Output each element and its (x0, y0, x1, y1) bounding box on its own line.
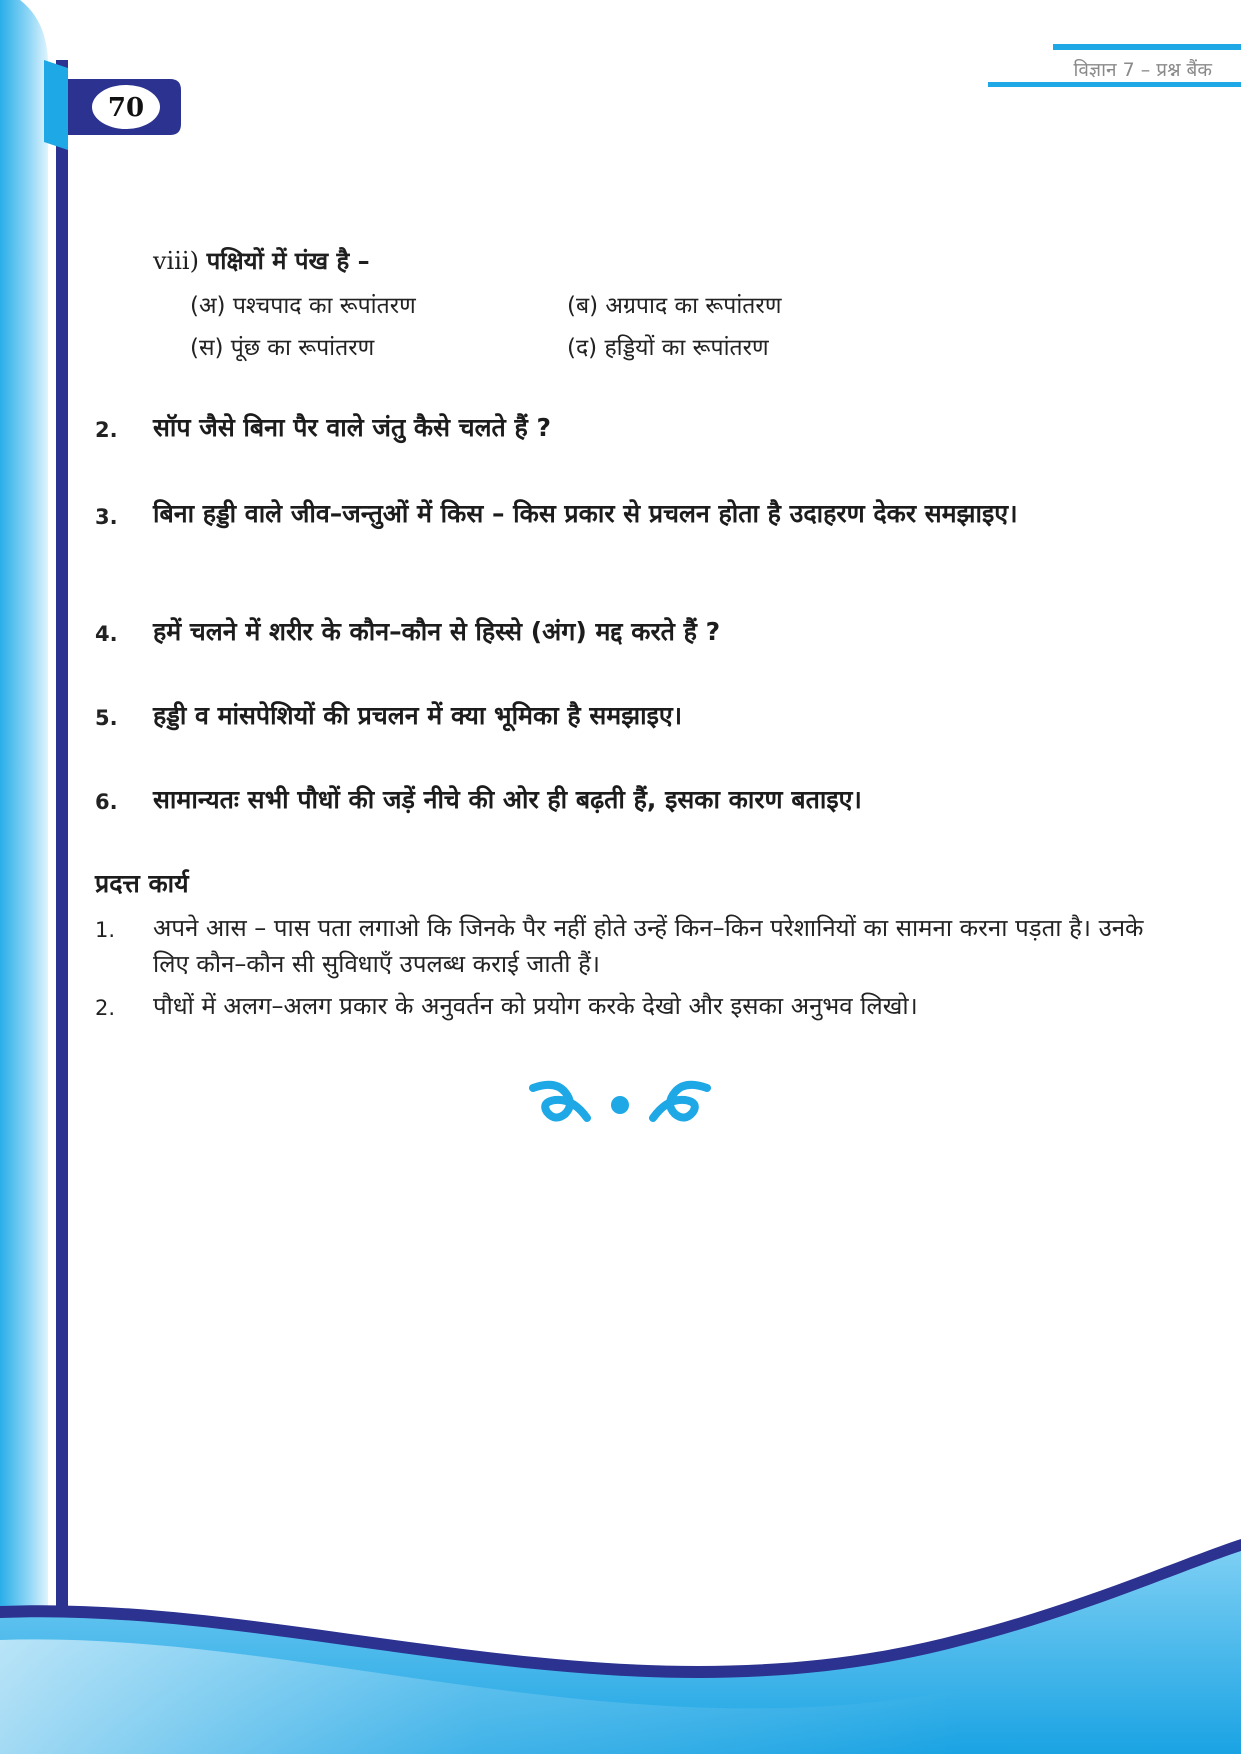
activity-text: अपने आस – पास पता लगाओ कि जिनके पैर नहीं होते उन्हें किन–किन परेशानियों का सामना करना पड़ता है। उनके लिए कौन–कौन सी सुविधाएँ उपलब्ध कराई जाती हैं। (153, 914, 1144, 978)
question-number: 4. (95, 622, 118, 646)
left-band (0, 0, 48, 1754)
question-text: हड्डी व मांसपेशियों की प्रचलन में क्या भूमिका है समझाइए। (153, 701, 683, 730)
option-d: (द) हड्डियों का रूपांतरण (567, 335, 769, 361)
option-b: (ब) अग्रपाद का रूपांतरण (567, 293, 782, 319)
ornament-divider (525, 1078, 715, 1126)
page-number: 70 (107, 93, 145, 123)
activity-number: 1. (95, 918, 116, 942)
header-title: विज्ञान 7 – प्रश्न बैंक (1073, 59, 1212, 81)
header-stripe-bottom (988, 82, 1241, 87)
question-number: 3. (95, 505, 118, 529)
left-navy-stripe (56, 60, 68, 1620)
option-a: (अ) पश्चपाद का रूपांतरण (190, 293, 416, 319)
question-text: हमें चलने में शरीर के कौन–कौन से हिस्से (अंग) मद्द करते हैं ? (153, 617, 721, 646)
activity-text: पौधों में अलग–अलग प्रकार के अनुवर्तन को प्रयोग करके देखो और इसका अनुभव लिखो। (153, 992, 918, 1020)
activity-number: 2. (95, 996, 116, 1020)
question-text: बिना हड्डी वाले जीव–जन्तुओं में किस – किस प्रकार से प्रचलन होता है उदाहरण देकर समझाइए। (153, 499, 1018, 528)
question-number: 2. (95, 418, 118, 442)
question-number: 5. (95, 706, 118, 730)
section-heading: प्रदत्त कार्य (95, 869, 189, 898)
header-stripe-top (1053, 44, 1241, 50)
page-tab-fold (44, 60, 68, 150)
option-c: (स) पूंछ का रूपांतरण (190, 335, 375, 361)
question-text: सॉप जैसे बिना पैर वाले जंतु कैसे चलते हैं ? (153, 413, 551, 442)
question-text: सामान्यतः सभी पौधों की जड़ें नीचे की ओर ही बढ़ती हैं, इसका कारण बताइए। (153, 785, 862, 814)
question-number: 6. (95, 790, 118, 814)
sub-question-text: पक्षियों में पंख है – (206, 247, 370, 275)
sub-question (153, 244, 370, 277)
sub-question-number: viii) (153, 247, 199, 275)
